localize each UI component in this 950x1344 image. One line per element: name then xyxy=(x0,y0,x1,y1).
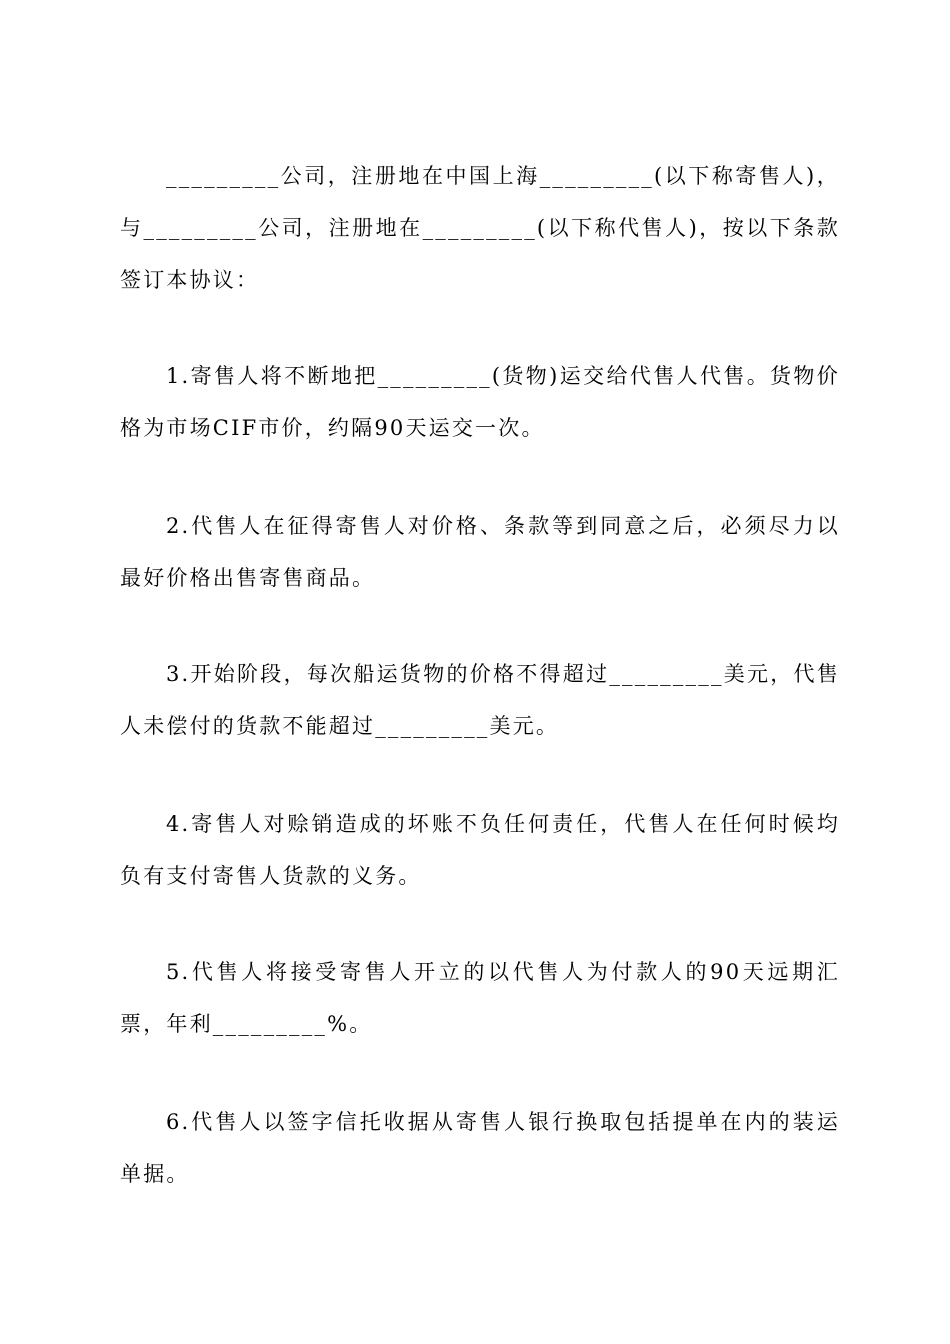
intro-paragraph: _________公司，注册地在中国上海_________(以下称寄售人)，与_________公司，注册地在_________(以下称代售人)，按以下条款签订本协议： xyxy=(120,164,840,292)
clause-3: 3.开始阶段，每次船运货物的价格不得超过_________美元，代售人未偿付的货款不能超过_________美元。 xyxy=(120,662,840,738)
clause-6: 6.代售人以签字信托收据从寄售人银行换取包括提单在内的装运单据。 xyxy=(120,1110,840,1186)
clause-5: 5.代售人将接受寄售人开立的以代售人为付款人的90天远期汇票，年利_________%。 xyxy=(120,960,840,1036)
clause-2: 2.代售人在征得寄售人对价格、条款等到同意之后，必须尽力以最好价格出售寄售商品。 xyxy=(120,514,840,590)
clause-1: 1.寄售人将不断地把_________(货物)运交给代售人代售。货物价格为市场CIF市价，约隔90天运交一次。 xyxy=(120,364,840,440)
clause-4: 4.寄售人对赊销造成的坏账不负任何责任，代售人在任何时候均负有支付寄售人货款的义务。 xyxy=(120,812,840,888)
